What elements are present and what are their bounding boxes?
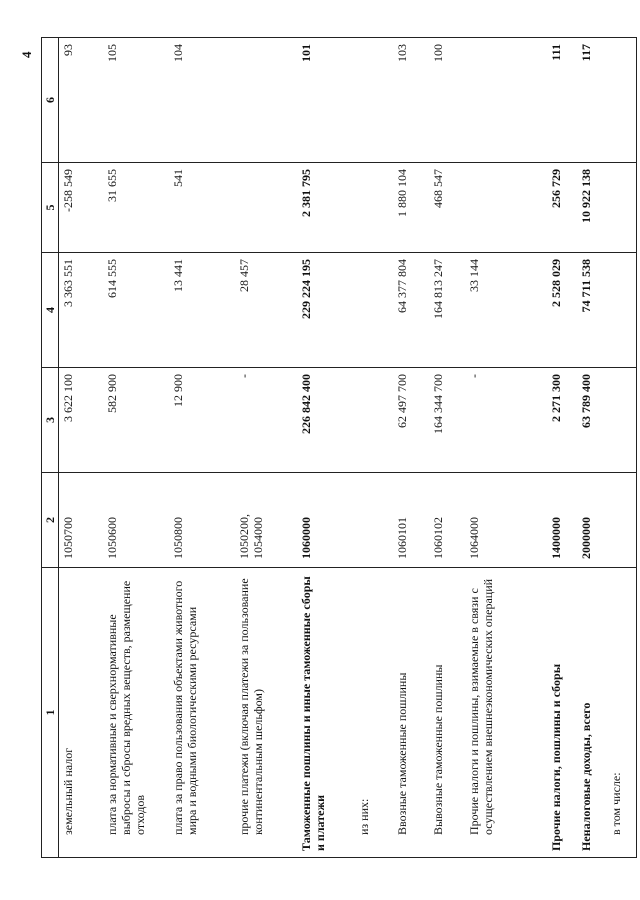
- row-plan-cell: 62 497 700: [393, 368, 429, 473]
- row-name-cell: плата за право пользования объектами животного мира и водными биологическими ресурсами: [169, 568, 235, 858]
- row-percent-cell: 111: [547, 38, 577, 163]
- column-header: 2: [42, 473, 59, 568]
- row-plan-cell: -: [465, 368, 547, 473]
- row-plan-cell: 3 622 100: [59, 368, 103, 473]
- row-percent-cell: 93: [59, 38, 103, 163]
- row-name-cell: земельный налог: [59, 568, 103, 858]
- table-row: [465, 38, 547, 858]
- row-actual-cell: 13 441: [169, 253, 235, 368]
- table-row: [169, 38, 235, 858]
- row-name-cell: из них:: [355, 568, 393, 858]
- row-deviation-cell: 10 922 138: [577, 163, 607, 253]
- row-code-cell: 2000000: [577, 473, 607, 568]
- row-deviation-cell: 31 655: [103, 163, 169, 253]
- row-code-cell: 1050700: [59, 473, 103, 568]
- row-deviation-cell: [465, 163, 547, 253]
- row-deviation-cell: [355, 163, 393, 253]
- row-code-cell: 1050200, 1054000: [235, 473, 297, 568]
- row-name-cell: Вывозные таможенные пошлины: [429, 568, 465, 858]
- table-row: [393, 38, 429, 858]
- row-name-cell: Прочие налоги и пошлины, взимаемые в связи с осуществлением внешнеэкономических операций: [465, 568, 547, 858]
- row-actual-cell: 28 457: [235, 253, 297, 368]
- row-percent-cell: 101: [297, 38, 355, 163]
- row-code-cell: 1060102: [429, 473, 465, 568]
- row-plan-cell: 12 900: [169, 368, 235, 473]
- row-percent-cell: [607, 38, 637, 163]
- row-percent-cell: [355, 38, 393, 163]
- row-deviation-cell: [235, 163, 297, 253]
- budget-table: [41, 37, 637, 858]
- table-body: [59, 38, 637, 858]
- row-percent-cell: [465, 38, 547, 163]
- row-percent-cell: 105: [103, 38, 169, 163]
- row-percent-cell: 117: [577, 38, 607, 163]
- row-deviation-cell: 256 729: [547, 163, 577, 253]
- table-row: [297, 38, 355, 858]
- row-name-cell: Ввозные таможенные пошлины: [393, 568, 429, 858]
- row-plan-cell: -: [235, 368, 297, 473]
- table-row: [103, 38, 169, 858]
- row-code-cell: 1064000: [465, 473, 547, 568]
- row-code-cell: 1060000: [297, 473, 355, 568]
- column-header: 3: [42, 368, 59, 473]
- row-plan-cell: [355, 368, 393, 473]
- row-percent-cell: 100: [429, 38, 465, 163]
- row-actual-cell: 3 363 551: [59, 253, 103, 368]
- row-code-cell: 1050800: [169, 473, 235, 568]
- column-header: 1: [42, 568, 59, 858]
- column-header: 4: [42, 253, 59, 368]
- row-code-cell: 1400000: [547, 473, 577, 568]
- row-name-cell: плата за нормативные и сверхнормативные выбросы и сбросы вредных веществ, размещение отходов: [103, 568, 169, 858]
- row-percent-cell: [235, 38, 297, 163]
- page-number: 4: [19, 51, 34, 58]
- row-actual-cell: [607, 253, 637, 368]
- table-row: [59, 38, 103, 858]
- header-row: [42, 38, 59, 858]
- row-name-cell: в том числе:: [607, 568, 637, 858]
- row-plan-cell: 164 344 700: [429, 368, 465, 473]
- row-actual-cell: 33 144: [465, 253, 547, 368]
- row-code-cell: 1060101: [393, 473, 429, 568]
- row-actual-cell: 74 711 538: [577, 253, 607, 368]
- row-name-cell: Неналоговые доходы, всего: [577, 568, 607, 858]
- row-deviation-cell: 1 880 104: [393, 163, 429, 253]
- row-percent-cell: 103: [393, 38, 429, 163]
- row-name-cell: Таможенные пошлины и иные таможенные сборы и платежи: [297, 568, 355, 858]
- row-actual-cell: 229 224 195: [297, 253, 355, 368]
- row-code-cell: 1050600: [103, 473, 169, 568]
- row-percent-cell: 104: [169, 38, 235, 163]
- column-header: 5: [42, 163, 59, 253]
- row-plan-cell: 63 789 400: [577, 368, 607, 473]
- row-plan-cell: [607, 368, 637, 473]
- row-actual-cell: 164 813 247: [429, 253, 465, 368]
- row-name-cell: прочие платежи (включая платежи за пользование континентальным шельфом): [235, 568, 297, 858]
- table-row: [607, 38, 637, 858]
- column-header: 6: [42, 38, 59, 163]
- table-row: [235, 38, 297, 858]
- row-deviation-cell: 541: [169, 163, 235, 253]
- row-code-cell: [355, 473, 393, 568]
- table-row: [547, 38, 577, 858]
- row-deviation-cell: [607, 163, 637, 253]
- table-row: [355, 38, 393, 858]
- row-plan-cell: 2 271 300: [547, 368, 577, 473]
- row-actual-cell: 614 555: [103, 253, 169, 368]
- row-deviation-cell: -258 549: [59, 163, 103, 253]
- row-plan-cell: 226 842 400: [297, 368, 355, 473]
- row-name-cell: Прочие налоги, пошлины и сборы: [547, 568, 577, 858]
- row-actual-cell: [355, 253, 393, 368]
- row-actual-cell: 64 377 804: [393, 253, 429, 368]
- row-deviation-cell: 468 547: [429, 163, 465, 253]
- rotated-sheet: [19, 38, 623, 858]
- row-deviation-cell: 2 381 795: [297, 163, 355, 253]
- row-actual-cell: 2 528 029: [547, 253, 577, 368]
- table-row: [429, 38, 465, 858]
- row-code-cell: [607, 473, 637, 568]
- table-row: [577, 38, 607, 858]
- row-plan-cell: 582 900: [103, 368, 169, 473]
